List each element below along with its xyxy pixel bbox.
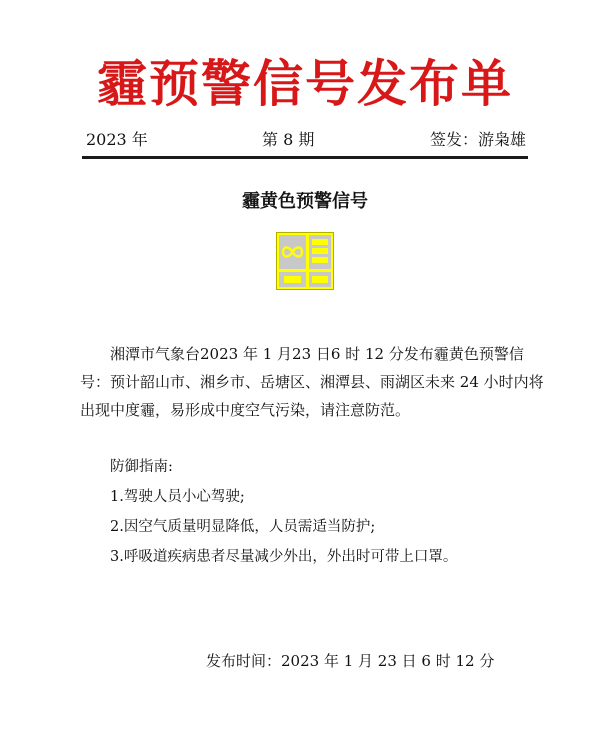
defense-guide	[110, 452, 550, 572]
guide-item: 1.驾驶人员小心驾驶;	[110, 489, 245, 505]
publish-time: 发布时间：2023 年 1 月 23 日 6 时 12 分	[206, 652, 495, 670]
signal-heading: 霾黄色预警信号	[242, 191, 368, 212]
signer: 签发：游枭雄	[429, 130, 526, 149]
warning-paragraph	[80, 340, 550, 424]
issue-number: 第 8 期	[262, 130, 315, 149]
document-meta	[86, 126, 526, 154]
haze-yellow-warning-icon	[276, 232, 334, 290]
guide-item: 3.呼吸道疾病患者尽量减少外出，外出时可带上口罩。	[110, 549, 458, 565]
header-divider	[82, 156, 528, 159]
issue-year: 2023 年	[86, 130, 148, 149]
guide-item: 2.因空气质量明显降低，人员需适当防护;	[110, 519, 376, 535]
warning-paragraph-text: 湘潭市气象台2023 年 1 月23 日6 时 12 分发布霾黄色预警信号：预计韶山市、湘乡市、岳塘区、湘潭县、雨湖区未来 24 小时内将出现中度霾，易形成中度空气污染，请注意防范。	[80, 345, 544, 419]
document-title: 霾预警信号发布单	[97, 54, 513, 113]
guide-title: 防御指南:	[110, 459, 173, 475]
